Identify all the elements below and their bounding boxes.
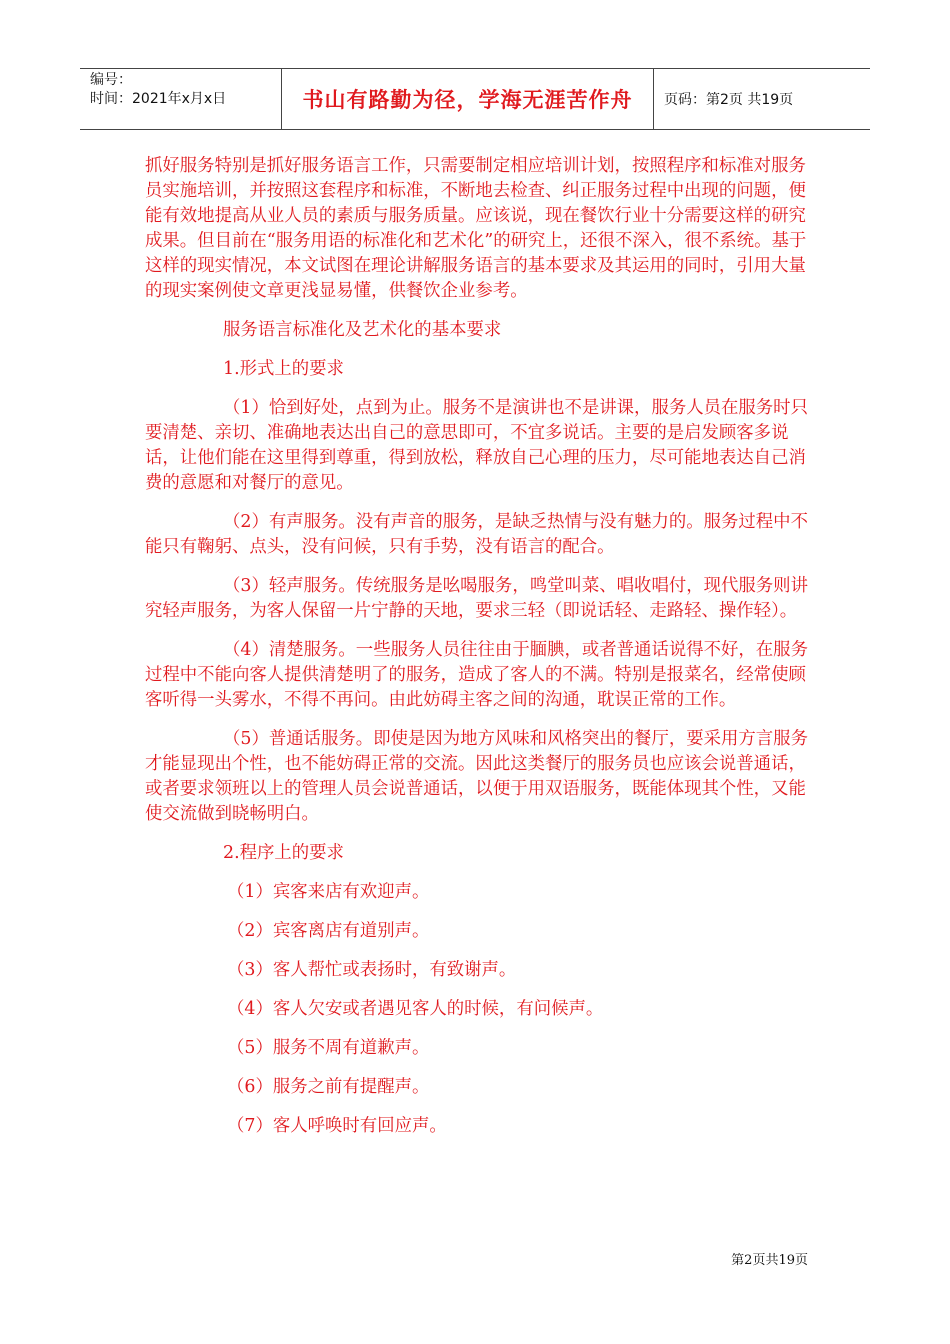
procedure-item-5: （5）服务不周有道歉声。 [227,1038,430,1058]
form-item-1: （1）恰到好处，点到为止。服务不是演讲也不是讲课，服务人员在服务时只要清楚、亲切、准确地表达出自己的意思即可，不宜多说话。主要的是启发顾客多说话，让他们能在这里得到尊重，得到放松，释放自己心理的压力，尽可能地表达自己消费的意愿和对餐厅的意见。 [145,398,808,493]
form-item-3: （3）轻声服务。传统服务是吆喝服务，鸣堂叫菜、唱收唱付，现代服务则讲究轻声服务，为客人保留一片宁静的天地，要求三轻（即说话轻、走路轻、操作轻）。 [145,576,808,621]
document-number-label: 编号： [90,72,132,88]
procedure-item-4: （4）客人欠安或者遇见客人的时候，有问候声。 [227,999,604,1019]
form-requirements-heading: 1.形式上的要求 [223,359,344,379]
section-title: 服务语言标准化及艺术化的基本要求 [223,320,502,340]
header-motto: 书山有路勤为径，学海无涯苦作舟 [282,69,654,129]
procedure-item-3: （3）客人帮忙或表扬时，有致谢声。 [227,960,517,980]
form-item-4: （4）清楚服务。一些服务人员往往由于腼腆，或者普通话说得不好，在服务过程中不能向客人提供清楚明了的服务，造成了客人的不满。特别是报菜名，经常使顾客听得一头雾水，不得不再问。由此妨碍主客之间的沟通，耽误正常的工作。 [145,640,808,710]
intro-paragraph: 抓好服务特别是抓好服务语言工作，只需要制定相应培训计划，按照程序和标准对服务员实施培训，并按照这套程序和标准，不断地去检查、纠正服务过程中出现的问题，便能有效地提高从业人员的素质与服务质量。应该说，现在餐饮行业十分需要这样的研究成果。但目前在“服务用语的标准化和艺术化”的研究上，还很不深入，很不系统。基于这样的现实情况，本文试图在理论讲解服务语言的基本要求及其运用的同时，引用大量的现实案例使文章更浅显易懂，供餐饮企业参考。 [145,156,807,301]
document-body [145,154,817,1153]
form-item-5: （5）普通话服务。即使是因为地方风味和风格突出的餐厅，要采用方言服务才能显现出个性，也不能妨碍正常的交流。因此这类餐厅的服务员也应该会说普通话，或者要求领班以上的管理人员会说普通话，以便于用双语服务，既能体现其个性，又能使交流做到晓畅明白。 [145,729,808,824]
form-item-2: （2）有声服务。没有声音的服务，是缺乏热情与没有魅力的。服务过程中不能只有鞠躬、点头，没有问候，只有手势，没有语言的配合。 [145,512,808,557]
procedure-requirements-heading: 2.程序上的要求 [223,843,344,863]
procedure-item-2: （2）宾客离店有道别声。 [227,921,430,941]
header-page-code: 页码：第2页 共19页 [664,92,794,108]
procedure-item-6: （6）服务之前有提醒声。 [227,1077,430,1097]
document-date: 时间：2021年x月x日 [90,91,227,107]
page-footer: 第2页共19页 [731,1253,808,1268]
page-header [80,68,870,130]
procedure-item-1: （1）宾客来店有欢迎声。 [227,882,430,902]
procedure-item-7: （7）客人呼唤时有回应声。 [227,1116,447,1136]
header-meta [80,69,282,129]
